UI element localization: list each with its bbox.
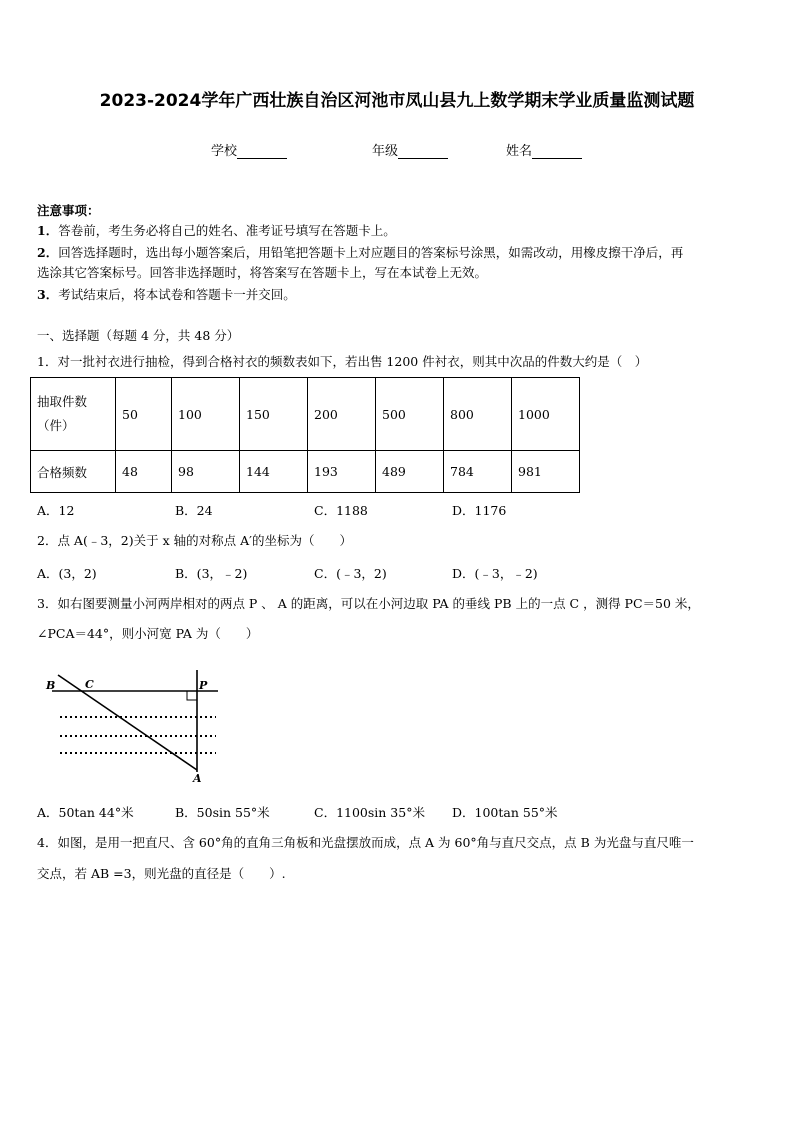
school-label: 学校 [211, 144, 238, 159]
q3-text-line2: ∠PCA＝44°，则小河宽 PA 为（ ） [37, 626, 259, 641]
school-field [211, 140, 287, 159]
name-field [506, 140, 582, 159]
notice-item-3-text: 考试结束后，将本试卷和答题卡一并交回。 [58, 287, 296, 302]
q3-option-c: C．1100sin 35°米 [314, 805, 425, 820]
notice-item-3 [37, 285, 296, 305]
notice-item-3-number: 3． [37, 287, 59, 302]
grade-field [372, 140, 448, 159]
page-title: 2023-2024学年广西壮族自治区河池市凤山县九上数学期末学业质量监测试题 [99, 91, 695, 111]
q1-text: 1．对一批衬衣进行抽检，得到合格衬衣的频数表如下，若出售 1200 件衬衣，则其中次品的件数大约是（ ） [37, 354, 648, 369]
table-cell: 489 [376, 451, 444, 493]
q2-option-c: C．(﹣3，2) [314, 566, 387, 581]
table-cell: 800 [444, 378, 512, 451]
table-row [31, 378, 580, 451]
table-cell: 200 [308, 378, 376, 451]
section-heading: 一、选择题（每题 4 分，共 48 分） [37, 328, 240, 343]
label-c: C [85, 678, 94, 691]
table-cell: 98 [172, 451, 240, 493]
row1-label-a: 抽取件数 [37, 394, 88, 409]
table-row [31, 451, 580, 493]
notice-item-1-number: 1． [37, 223, 59, 238]
label-b: B [46, 679, 56, 692]
q1-option-b: B．24 [175, 503, 213, 518]
table-cell: 784 [444, 451, 512, 493]
notice-heading: 注意事项： [37, 203, 100, 218]
notice-item-2-cont: 选涂其它答案标号。回答非选择题时，将答案写在答题卡上，写在本试卷上无效。 [37, 265, 488, 280]
q1-option-c: C．1188 [314, 503, 368, 518]
q2-text: 2．点 A(﹣3，2)关于 x 轴的对称点 A′的坐标为（ ） [37, 533, 352, 548]
table-cell-label [31, 378, 116, 451]
label-p: P [199, 679, 208, 692]
table-cell: 48 [116, 451, 172, 493]
q3-option-a: A．50tan 44°米 [37, 805, 134, 820]
table-cell: 500 [376, 378, 444, 451]
q1-option-d: D．1176 [452, 503, 507, 518]
q2-option-b: B．(3，﹣2) [175, 566, 248, 581]
notice-item-2-text: 回答选择题时，选出每小题答案后，用铅笔把答题卡上对应题目的答案标号涂黑，如需改动，用橡皮擦干净后，再 [58, 245, 684, 260]
name-blank [532, 144, 582, 159]
q3-text-line1: 3．如右图要测量小河两岸相对的两点 P 、 A 的距离，可以在小河边取 PA 的垂线 PB 上的一点 C ，测得 PC＝50 米， [37, 596, 700, 611]
label-a: A [193, 772, 202, 785]
right-angle-mark [187, 691, 197, 700]
table-cell: 50 [116, 378, 172, 451]
q2-option-d: D．(﹣3，﹣2) [452, 566, 538, 581]
q3-option-d: D．100tan 55°米 [452, 805, 558, 820]
school-blank [237, 144, 287, 159]
grade-blank [398, 144, 448, 159]
frequency-table [30, 377, 580, 493]
name-label: 姓名 [506, 144, 533, 159]
q4-text-line1: 4．如图，是用一把直尺、含 60°角的直角三角板和光盘摆放而成，点 A 为 60°角与直尺交点，点 B 为光盘与直尺唯一 [37, 835, 694, 850]
grade-label: 年级 [372, 144, 399, 159]
table-cell-label: 合格频数 [31, 451, 116, 493]
table-cell: 150 [240, 378, 308, 451]
notice-item-2-number: 2． [37, 245, 59, 260]
q2-option-a: A．(3，2) [37, 566, 97, 581]
river-figure [40, 660, 230, 785]
line-ca [58, 675, 197, 770]
row1-label-b: （件） [37, 418, 75, 433]
table-cell: 1000 [512, 378, 580, 451]
notice-item-1-text: 答卷前，考生务必将自己的姓名、准考证号填写在答题卡上。 [58, 223, 396, 238]
notice-item-1 [37, 221, 396, 241]
table-cell: 144 [240, 451, 308, 493]
table-cell: 100 [172, 378, 240, 451]
notice-item-2 [37, 243, 683, 263]
table-cell: 193 [308, 451, 376, 493]
q1-option-a: A．12 [37, 503, 75, 518]
q3-option-b: B．50sin 55°米 [175, 805, 270, 820]
q4-text-line2: 交点，若 AB =3，则光盘的直径是（ ）. [37, 866, 286, 881]
table-cell: 981 [512, 451, 580, 493]
